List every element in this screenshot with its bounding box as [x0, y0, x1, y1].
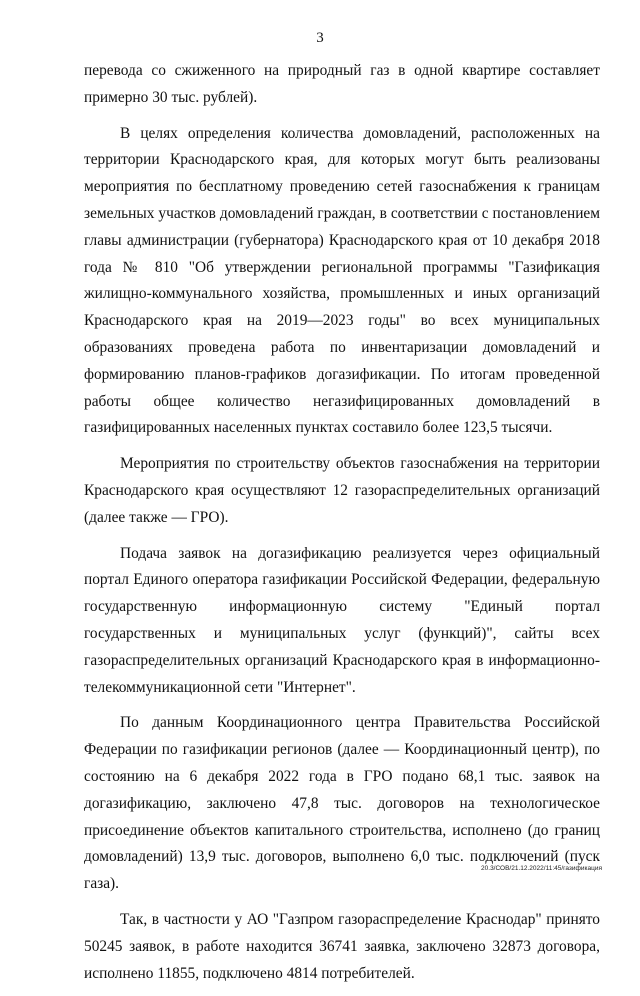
paragraph-gas-distribution-organizations: Мероприятия по строительству объектов газоснабжения на территории Краснодарского края осуществляют 12 газораспределительных организаций (далее также — ГРО).	[84, 455, 600, 526]
paragraph-application-channels: Подача заявок на догазификацию реализуется через официальный портал Единого оператора газификации Российской Федерации, федеральную государственную информационную систему "Единый портал государственных и муниципальных услуг (функций)", сайты всех газораспределительных организаций Краснодарского края в информационно-телекоммуникационной сети "Интернет".	[84, 544, 600, 696]
paragraph-gazprom-krasnodar-statistics: Так, в частности у АО "Газпром газораспределение Краснодар" принято 50245 заявок, в работе находится 36741 заявка, заключено 32873 договора, исполнено 11855, подключено 4814 потребителей.	[84, 910, 600, 982]
document-footer-stamp: 20.3/СОВ/21.12.2022/11:45/газификация	[481, 865, 602, 872]
paragraph-continuation: перевода со сжиженного на природный газ в одной квартире составляет примерно 30 тыс. рублей).	[84, 62, 600, 106]
page-number: 3	[316, 30, 324, 46]
paragraph-inventory-of-households: В целях определения количества домовладений, расположенных на территории Краснодарского края, для которых могут быть реализованы мероприятия по бесплатному проведению сетей газоснабжения к границам земельных участков домовладений граждан, в соответствии с постановлением главы администрации (губернатора) Краснодарского края от 10 декабря 2018 года № 810 "Об утверждении региональной программы "Газификация жилищно-коммунального хозяйства, промышленных и иных организаций Краснодарского края на 2019—2023 годы" во всех муниципальных образованиях проведена работа по инвентаризации домовладений и формированию планов-графиков догазификации. По итогам проведенной работы общее количество негазифицированных домовладений в газифицированных населенных пунктах составило более 123,5 тысячи.	[84, 124, 600, 437]
document-body	[84, 58, 600, 996]
paragraph-coordination-center-data: По данным Координационного центра Правительства Российской Федерации по газификации регионов (далее — Координационный центр), по состоянию на 6 декабря 2022 года в ГРО подано 68,1 тыс. заявок на догазификацию, заключено 47,8 тыс. договоров на технологическое присоединение объектов капитального строительства, исполнено (до границ домовладений) 13,9 тыс. договоров, выполнено 6,0 тыс. подключений (пуск газа).	[84, 714, 600, 893]
